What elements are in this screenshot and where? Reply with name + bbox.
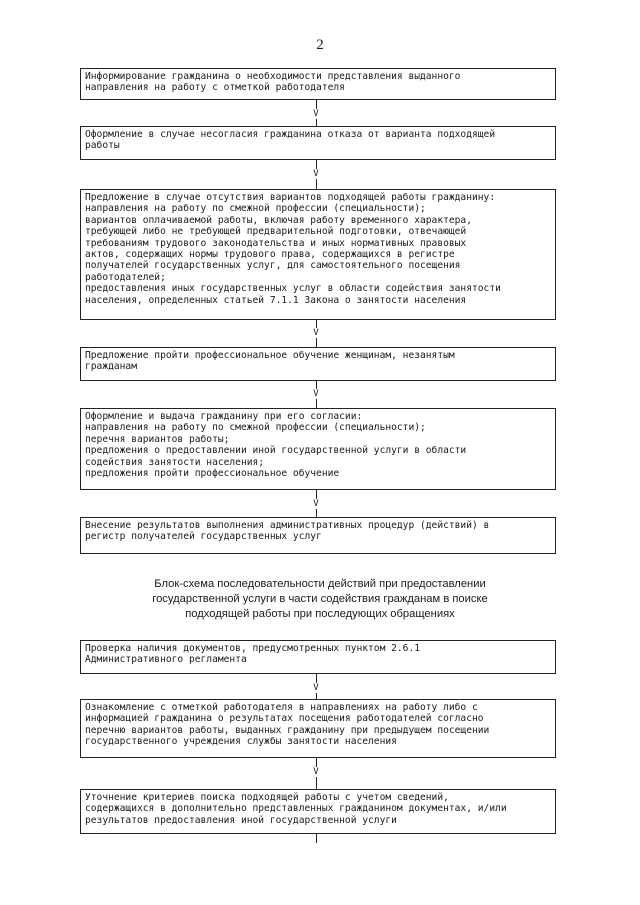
section-title-line: подходящей работы при последующих обращениях	[185, 608, 455, 620]
arrow-down-icon: V	[313, 328, 319, 338]
flow-step-review-employer-marks: Ознакомление с отметкой работодателя в направлениях на работу либо с информацией гражданина о результатах посещения работодателей согласно перечню вариантов работы, выданных гражданину при предыдущем посещении государственного учреждения службы занятости населения	[80, 699, 556, 758]
arrow-down-icon: V	[313, 767, 319, 777]
connector-line	[316, 381, 317, 389]
flow-step-check-documents: Проверка наличия документов, предусмотренных пунктом 2.6.1 Административного регламента	[80, 640, 556, 674]
connector-line	[316, 160, 317, 169]
section-title	[0, 577, 640, 622]
connector-line	[316, 758, 317, 767]
flow-step-offer-alternatives: Предложение в случае отсутствия вариантов подходящей работы гражданину: направления на работу по смежной профессии (специальности); вариантов оплачиваемой работы, включая работу временного характера, требующей либо не требующей предварительной подготовки, отвечающей требованиям трудового законодательства и иных нормативных правовых актов, содержащих нормы трудового права, содержащихся в регистре получателей государственных услуг, для самостоятельного посещения работодателей; предоставления иных государственных услуг в области содействия занятости населения, определенных статьей 7.1.1 Закона о занятости населения	[80, 189, 556, 320]
flow-step-offer-training: Предложение пройти профессиональное обучение женщинам, незанятым гражданам	[80, 347, 556, 381]
connector-line	[316, 119, 317, 126]
connector-line	[316, 100, 317, 109]
arrow-down-icon: V	[313, 683, 319, 693]
section-title-line: Блок-схема последовательности действий при предоставлении	[154, 578, 486, 590]
connector-line	[316, 674, 317, 683]
connector-line	[316, 490, 317, 499]
connector-line	[316, 320, 317, 328]
connector-line	[316, 834, 317, 843]
arrow-down-icon: V	[313, 109, 319, 119]
connector-line	[316, 338, 317, 347]
section-title-line: государственной услуги в части содействия гражданам в поиске	[152, 593, 488, 605]
connector-line	[316, 179, 317, 189]
arrow-down-icon: V	[313, 499, 319, 509]
flow-step-issue-documents: Оформление и выдача гражданину при его согласии: направления на работу по смежной профессии (специальности); перечня вариантов работы; предложения о предоставлении иной государственной услуги в области содействия занятости населения; предложения пройти профессиональное обучение	[80, 408, 556, 490]
flow-step-refine-search-criteria: Уточнение критериев поиска подходящей работы с учетом сведений, содержащихся в дополнительно представленных гражданином документах, и/или результатов предоставления иной государственной услуги	[80, 789, 556, 834]
flow-step-inform-citizen: Информирование гражданина о необходимости представления выданного направления на работу с отметкой работодателя	[80, 68, 556, 100]
flow-step-register-results: Внесение результатов выполнения административных процедур (действий) в регистр получателей государственных услуг	[80, 517, 556, 554]
page-number: 2	[316, 37, 324, 53]
arrow-down-icon: V	[313, 169, 319, 179]
connector-line	[316, 399, 317, 408]
connector-line	[316, 509, 317, 517]
arrow-down-icon: V	[313, 389, 319, 399]
connector-line	[316, 777, 317, 789]
flow-step-refusal-registration: Оформление в случае несогласия гражданина отказа от варианта подходящей работы	[80, 126, 556, 160]
